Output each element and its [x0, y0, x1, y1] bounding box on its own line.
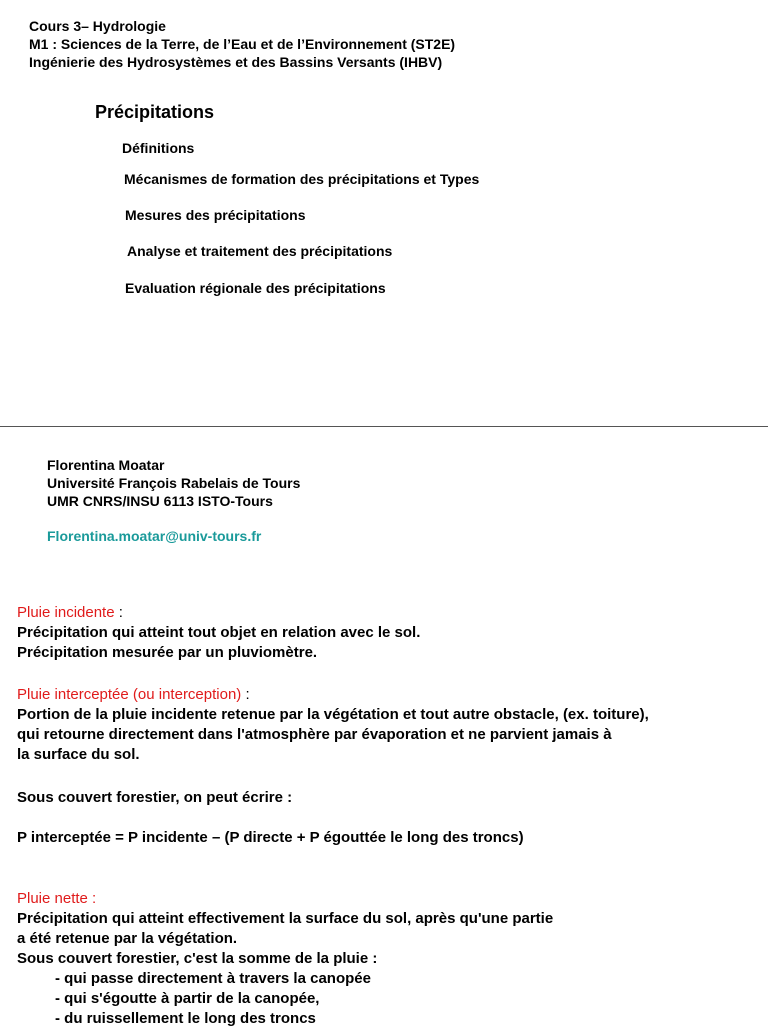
definition-line: Sous couvert forestier, c'est la somme de la pluie : — [17, 950, 378, 967]
outline-item-measures: Mesures des précipitations — [125, 207, 306, 223]
definition-heading — [17, 685, 649, 705]
course-header — [29, 17, 455, 71]
specialty-name: Ingénierie des Hydrosystèmes et des Bassins Versants (IHBV) — [29, 54, 443, 70]
author-university: Université François Rabelais de Tours — [47, 475, 301, 491]
list-item: - qui s'égoutte à partir de la canopée, — [55, 990, 320, 1007]
program-name: M1 : Sciences de la Terre, de l’Eau et de l’Environnement (ST2E) — [29, 36, 456, 52]
definition-line: a été retenue par la végétation. — [17, 930, 238, 947]
definition-line: Précipitation mesurée par un pluviomètre. — [17, 644, 318, 661]
interception-note: Sous couvert forestier, on peut écrire : — [17, 789, 293, 806]
author-lab: UMR CNRS/INSU 6113 ISTO-Tours — [47, 493, 273, 509]
interception-formula: P interceptée = P incidente – (P directe + P égouttée le long des troncs) — [17, 829, 524, 846]
term-pluie-nette: Pluie nette : — [17, 890, 97, 907]
definition-incidente — [17, 603, 420, 663]
definition-nette — [17, 889, 553, 1029]
term-pluie-incidente: Pluie incidente — [17, 604, 115, 621]
author-name: Florentina Moatar — [47, 457, 165, 473]
definition-line: Portion de la pluie incidente retenue par la végétation et tout autre obstacle, (ex. toiture), — [17, 706, 649, 723]
list-item: - du ruissellement le long des troncs — [55, 1010, 316, 1027]
outline-item-definitions: Définitions — [122, 140, 195, 156]
slide-title: Précipitations — [95, 102, 215, 122]
definition-line: Précipitation qui atteint tout objet en relation avec le sol. — [17, 624, 421, 641]
term-colon: : — [114, 604, 123, 621]
definition-line: la surface du sol. — [17, 746, 140, 763]
outline-item-mechanisms: Mécanismes de formation des précipitations et Types — [124, 171, 480, 187]
outline-item-regional: Evaluation régionale des précipitations — [125, 280, 386, 296]
course-title: Cours 3– Hydrologie — [29, 18, 166, 34]
term-colon: : — [241, 686, 250, 703]
author-block — [47, 456, 300, 510]
term-pluie-interceptee: Pluie interceptée (ou interception) — [17, 686, 242, 703]
definition-line: Précipitation qui atteint effectivement la surface du sol, après qu'une partie — [17, 910, 554, 927]
definition-heading — [17, 603, 420, 623]
list-item: - qui passe directement à travers la canopée — [55, 970, 371, 987]
outline-item-analysis: Analyse et traitement des précipitations — [127, 243, 393, 259]
definition-line: qui retourne directement dans l'atmosphère par évaporation et ne parvient jamais à — [17, 726, 612, 743]
page-divider — [0, 426, 768, 427]
definition-interceptee — [17, 685, 649, 765]
author-email-link[interactable]: Florentina.moatar@univ-tours.fr — [47, 528, 262, 544]
